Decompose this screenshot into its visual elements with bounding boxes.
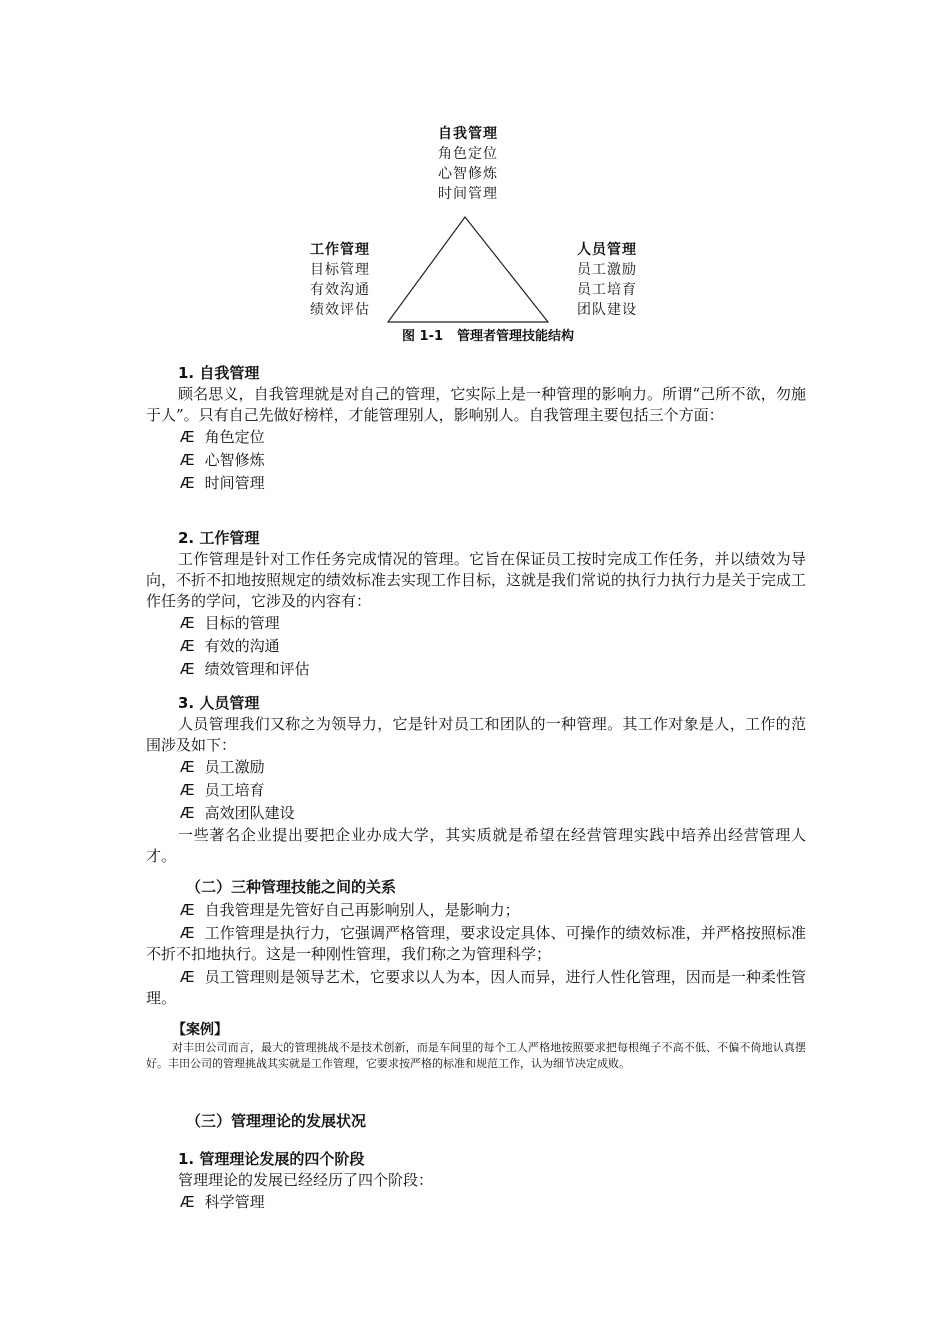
case-box bbox=[146, 1020, 806, 1072]
bullet-item bbox=[180, 779, 806, 802]
figure-right-item: 员工培育 bbox=[577, 282, 637, 298]
bullet-mark: Æ bbox=[180, 901, 195, 919]
figure-caption-number: 图 1-1 bbox=[402, 329, 444, 344]
paragraph: 顾名思义，自我管理就是对自己的管理，它实际上是一种管理的影响力。所谓“己所不欲，勿施于人”。只有自己先做好榜样，才能管理别人，影响别人。自我管理主要包括三个方面： bbox=[146, 385, 806, 424]
bullet-text: 自我管理是先管好自己再影响别人，是影响力； bbox=[204, 901, 520, 919]
paragraph: 管理理论的发展已经经历了四个阶段： bbox=[178, 1171, 434, 1189]
bullet-mark: Æ bbox=[180, 637, 195, 655]
bullet-mark: Æ bbox=[180, 428, 195, 446]
bullet-text: 员工培育 bbox=[204, 781, 265, 799]
management-skills-figure bbox=[0, 0, 950, 350]
case-heading: 【案例】 bbox=[172, 1022, 228, 1038]
bullet-mark: Æ bbox=[180, 804, 195, 822]
figure-top-group bbox=[438, 124, 498, 204]
bullet-mark: Æ bbox=[180, 758, 195, 776]
paragraph: 工作管理是针对工作任务完成情况的管理。它旨在保证员工按时完成工作任务，并以绩效为导向，不折不扣地按照规定的绩效标准去实现工作目标，这就是我们常说的执行力执行力是关于完成工作任务的学问，它涉及的内容有： bbox=[146, 550, 807, 610]
bullet-text: 员工管理则是领导艺术，它要求以人为本，因人而异，进行人性化管理，因而是一种柔性管理。 bbox=[146, 968, 806, 1007]
bullet-item bbox=[180, 426, 806, 449]
figure-right-title: 人员管理 bbox=[577, 242, 637, 258]
bullet-text: 时间管理 bbox=[204, 474, 265, 492]
bullet-mark: Æ bbox=[180, 924, 195, 942]
section-heading: 2. 工作管理 bbox=[178, 529, 260, 547]
section-heading: 3. 人员管理 bbox=[178, 694, 260, 712]
figure-left-item: 目标管理 bbox=[310, 262, 370, 278]
bullet-mark: Æ bbox=[180, 781, 195, 799]
bullet-item bbox=[180, 612, 806, 635]
bullet-text: 目标的管理 bbox=[204, 614, 280, 632]
section-skills-relationship bbox=[146, 876, 806, 1009]
figure-right-group bbox=[577, 240, 637, 320]
section-heading: （三）管理理论的发展状况 bbox=[186, 1112, 367, 1130]
figure-top-item: 时间管理 bbox=[438, 186, 498, 202]
bullet-mark: Æ bbox=[180, 1193, 195, 1211]
bullet-text: 绩效管理和评估 bbox=[204, 660, 310, 678]
bullet-item bbox=[180, 1191, 806, 1214]
case-text: 对丰田公司而言，最大的管理挑战不是技术创新，而是车间里的每个工人严格地按照要求把每根绳子不高不低、不偏不倚地认真摆好。丰田公司的管理挑战其实就是工作管理，它要求按严格的标准和规范工作，认为细节决定成败。 bbox=[146, 1041, 806, 1070]
bullet-text: 员工激励 bbox=[204, 758, 265, 776]
section-theory-development bbox=[146, 1110, 806, 1214]
section-heading: 1. 自我管理 bbox=[178, 364, 260, 382]
bullet-text: 心智修炼 bbox=[204, 451, 265, 469]
subsection-heading: 1. 管理理论发展的四个阶段 bbox=[178, 1150, 365, 1168]
figure-caption-text: 管理者管理技能结构 bbox=[457, 329, 575, 344]
figure-left-group bbox=[310, 240, 370, 320]
section-heading: （二）三种管理技能之间的关系 bbox=[186, 878, 397, 896]
figure-left-item: 有效沟通 bbox=[310, 282, 370, 298]
bullet-item bbox=[180, 449, 806, 472]
paragraph: 人员管理我们又称之为领导力，它是针对员工和团队的一种管理。其工作对象是人，工作的范围涉及如下： bbox=[146, 715, 806, 754]
bullet-text: 高效团队建设 bbox=[204, 804, 295, 822]
section-self-management bbox=[146, 362, 806, 495]
bullet-text: 角色定位 bbox=[204, 428, 265, 446]
figure-top-title: 自我管理 bbox=[438, 126, 498, 142]
bullet-item bbox=[180, 756, 806, 779]
bullet-item bbox=[180, 635, 806, 658]
figure-left-title: 工作管理 bbox=[310, 242, 370, 258]
figure-caption bbox=[402, 325, 574, 344]
paragraph: 一些著名企业提出要把企业办成大学，其实质就是希望在经营管理实践中培养出经营管理人才。 bbox=[146, 826, 806, 865]
bullet-mark: Æ bbox=[180, 474, 195, 492]
relationship-item bbox=[146, 967, 806, 1009]
bullet-item bbox=[180, 658, 806, 681]
bullet-item bbox=[180, 802, 806, 825]
bullet-text: 有效的沟通 bbox=[204, 637, 280, 655]
bullet-text: 工作管理是执行力，它强调严格管理，要求设定具体、可操作的绩效标准，并严格按照标准不折不扣地执行。这是一种刚性管理，我们称之为管理科学； bbox=[146, 924, 806, 963]
section-work-management bbox=[146, 527, 806, 681]
figure-left-item: 绩效评估 bbox=[310, 302, 370, 318]
figure-top-item: 心智修炼 bbox=[438, 166, 498, 182]
relationship-item bbox=[146, 923, 806, 965]
bullet-mark: Æ bbox=[180, 451, 195, 469]
bullet-mark: Æ bbox=[180, 614, 195, 632]
bullet-mark: Æ bbox=[180, 660, 195, 678]
bullet-mark: Æ bbox=[180, 968, 195, 986]
bullet-item bbox=[180, 472, 806, 495]
bullet-text: 科学管理 bbox=[204, 1193, 265, 1211]
section-people-management bbox=[146, 692, 806, 867]
figure-right-item: 团队建设 bbox=[577, 302, 637, 318]
figure-top-item: 角色定位 bbox=[438, 146, 498, 162]
figure-right-item: 员工激励 bbox=[577, 262, 637, 278]
relationship-item bbox=[146, 900, 806, 921]
